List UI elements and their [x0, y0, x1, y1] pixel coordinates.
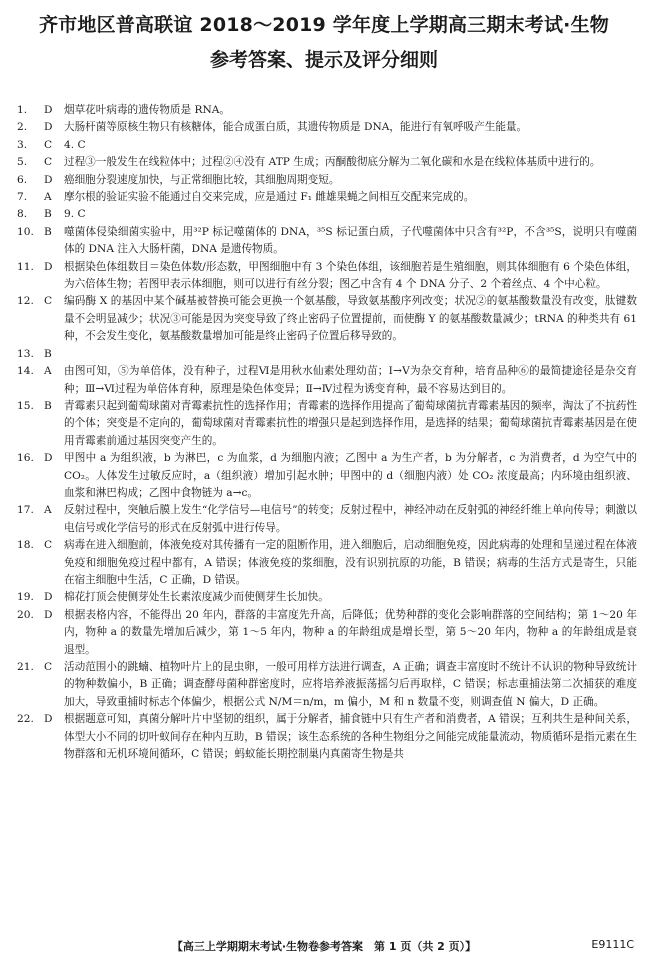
answer-item [17, 206, 637, 223]
explanation-text: 活动范围小的跳蝻、植物叶片上的昆虫卵，一般可用样方法进行调查，A 正确；调查丰富度时不统计不认识的物种导致统计的物种数偏小，B 正确；调查酵母菌种群密度时，应将培养液振荡摇匀后再取样，C 错误；标志重捕法第二次捕获的难度加大，导致重捕时标志个体偏少，根据公式 N/M＝n/m，m 偏小，M 和 n 数量不变，则调查值 N 偏大，D 正确。 [64, 661, 637, 708]
question-number: 10. [17, 225, 34, 238]
answer-letter: D [44, 260, 53, 273]
answer-letter: C [44, 539, 53, 552]
question-number: 11. [17, 260, 34, 273]
explanation-text: 噬菌体侵染细菌实验中，用³²P 标记噬菌体的 DNA，³⁵S 标记蛋白质，子代噬菌体中只含有³²P，不含³⁵S，说明只有噬菌体的 DNA 注入大肠杆菌，DNA 是遗传物质。 [64, 225, 637, 256]
answer-item [17, 711, 637, 763]
answer-item [17, 537, 637, 589]
answer-letter: A [44, 504, 52, 517]
footer-code: E9111C [591, 938, 634, 951]
explanation-text: 根据表格内容，不能得出 20 年内，群落的丰富度先升高，后降低；优势种群的变化会影响群落的空间结构；第 1～20 年内，物种 a 的数量先增加后减少，第 1～5 年内，物种 a 的年龄组成是增长型，第 5～20 年内，物种 a 的年龄组成是衰退型。 [64, 608, 637, 656]
answer-item [17, 502, 637, 537]
explanation-text: 9. C [64, 208, 86, 221]
question-number: 14. [17, 365, 34, 378]
question-number: 19. [17, 591, 34, 604]
answer-letter: D [44, 713, 53, 726]
answer-letter: C [44, 661, 53, 673]
answer-item [17, 398, 637, 450]
explanation-text: 癌细胞分裂速度加快，与正常细胞比较，其细胞周期变短。 [64, 173, 340, 186]
question-number: 7. [17, 191, 28, 204]
answer-item [17, 102, 637, 119]
page-subtitle: 参考答案、提示及评分细则 [209, 49, 438, 71]
answer-item [17, 659, 637, 711]
question-number: 22. [17, 713, 34, 726]
question-number: 18. [17, 539, 34, 552]
question-number: 8. [17, 208, 28, 221]
question-number: 13. [17, 347, 34, 360]
answer-letter: B [44, 399, 52, 412]
explanation-text [64, 346, 637, 363]
answer-item [17, 189, 637, 206]
answer-letter: D [44, 104, 53, 116]
answer-item [17, 137, 637, 154]
answer-letter: B [44, 208, 52, 221]
question-number: 21. [17, 661, 34, 673]
answer-letter: B [44, 347, 52, 360]
answer-item [17, 293, 637, 345]
answer-letter: D [44, 173, 53, 186]
answer-item [17, 259, 637, 294]
question-number: 1. [17, 104, 28, 116]
explanation-text: 反射过程中，突触后膜上发生“化学信号—电信号”的转变；反射过程中，神经冲动在反射弧的神经纤维上单向传导；刺激以电信号或化学信号的形式在反射弧中进行传导。 [64, 504, 637, 534]
answer-letter: D [44, 452, 53, 465]
question-number: 20. [17, 608, 34, 621]
question-number: 15. [17, 399, 34, 412]
explanation-text: 根据染色体组数目＝染色体数/形态数，甲图细胞中有 3 个染色体组，该细胞若是生殖细胞，则其体细胞有 6 个染色体组，为六倍体生物；若图甲表示体细胞，则可以进行有丝分裂；图乙中含有 4 个 DNA 分子、2 个着丝点、4 个中心粒。 [64, 260, 637, 291]
explanation-text: 编码酶 X 的基因中某个碱基被替换可能会更换一个氨基酸，导致氨基酸序列改变；状况②的氨基酸数量没有改变，肽键数量不会明显减少；状况③可能是因为突变导致了终止密码子位置提前，而使酶 Y 的氨基酸数量减少；tRNA 的种类共有 61 种，不会发生变化，氨基酸数量增加可能是终止密码子位置后移导致的。 [64, 295, 637, 343]
answer-item [17, 363, 637, 398]
answer-letter: C [44, 295, 53, 308]
explanation-text: 青霉素只起到葡萄球菌对青霉素抗性的选择作用；青霉素的选择作用提高了葡萄球菌抗青霉素基因的频率，淘汰了不抗药性的个体；突变是不定向的，葡萄球菌对青霉素抗性的增强只是起到选择作用，是选择的结果；葡萄球菌抗青霉素基因是在使用青霉素前通过基因突变产生的。 [64, 399, 637, 447]
answer-item [17, 607, 637, 659]
question-number: 3. [17, 138, 28, 151]
answer-letter: A [44, 191, 52, 204]
answer-letter: A [44, 365, 52, 378]
question-number: 6. [17, 173, 28, 186]
page-title: 齐市地区普高联谊 2018～2019 学年度上学期高三期末考试·生物 [38, 14, 609, 36]
answer-letter: D [44, 121, 53, 134]
explanation-text: 根据题意可知，真菌分解叶片中坚韧的组织，属于分解者，捕食链中只有生产者和消费者，A 错误；互利共生是种间关系，体型大小不同的切叶蚁间存在种内互助，B 错误；该生态系统的各种生物组分之间能完成能量流动，物质循环是指元素在生物群落和无机环境间循环，C 错误；蚂蚁能长期控制巢内真菌寄生物是共 [64, 713, 637, 761]
answer-item [17, 154, 637, 171]
answer-item [17, 450, 637, 502]
footer-text: 【高三上学期期末考试·生物卷参考答案 第 1 页（共 2 页）】 [171, 940, 477, 953]
question-number: 12. [17, 295, 34, 308]
answer-item [17, 224, 637, 259]
explanation-text: 甲图中 a 为组织液，b 为淋巴，c 为血浆，d 为细胞内液；乙图中 a 为生产者，b 为分解者，c 为消费者，d 为空气中的 CO₂。人体发生过敏反应时，a（组织液）增加引起水肿；甲图中的 d（细胞内液）处 CO₂ 浓度最高；内环境由组织液、血浆和淋巴构成；乙图中食物链为 a→c。 [64, 452, 637, 499]
explanation-text: 摩尔根的验证实验不能通过自交来完成，应是通过 F₁ 雌雄果蝇之间相互交配来完成的。 [64, 191, 475, 204]
question-number: 2. [17, 121, 28, 134]
answer-letter: C [44, 138, 53, 151]
answer-item [17, 172, 637, 189]
explanation-text: 由图可知，⑤为单倍体，没有种子，过程Ⅵ是用秋水仙素处理幼苗；Ⅰ→Ⅴ为杂交育种，培育品种⑥的最简捷途径是杂交育种；Ⅲ→Ⅵ过程为单倍体育种，原理是染色体变异；Ⅱ→Ⅳ过程为诱变育种，最不容易达到目的。 [64, 365, 637, 395]
answer-letter: B [44, 225, 52, 238]
explanation-text: 4. C [64, 138, 86, 151]
answer-list [17, 102, 637, 763]
question-number: 17. [17, 504, 34, 517]
answer-letter: C [44, 156, 53, 169]
answer-letter: D [44, 608, 53, 621]
explanation-text: 过程③一般发生在线粒体中；过程②④没有 ATP 生成；丙酮酸彻底分解为二氧化碳和水是在线粒体基质中进行的。 [64, 156, 601, 169]
answer-letter: D [44, 591, 53, 604]
answer-item [17, 589, 637, 606]
answer-item [17, 346, 637, 363]
explanation-text: 棉花打顶会使侧芽处生长素浓度减少而使侧芽生长加快。 [64, 591, 329, 604]
question-number: 16. [17, 452, 34, 465]
answer-item [17, 119, 637, 136]
explanation-text: 烟草花叶病毒的遗传物质是 RNA。 [64, 104, 230, 116]
explanation-text: 病毒在进入细胞前，体液免疫对其传播有一定的阻断作用，进入细胞后，启动细胞免疫，因此病毒的处理和呈递过程在体液免疫和细胞免疫过程中都有，A 错误；体液免疫的浆细胞，没有识别抗原的功能，B 错误；病毒的生活方式是寄生，只能在宿主细胞中生活，C 正确，D 错误。 [64, 539, 637, 586]
explanation-text: 大肠杆菌等原核生物只有核糖体，能合成蛋白质，其遗传物质是 DNA，能进行有氧呼吸产生能量。 [64, 121, 528, 134]
question-number: 5. [17, 156, 28, 169]
